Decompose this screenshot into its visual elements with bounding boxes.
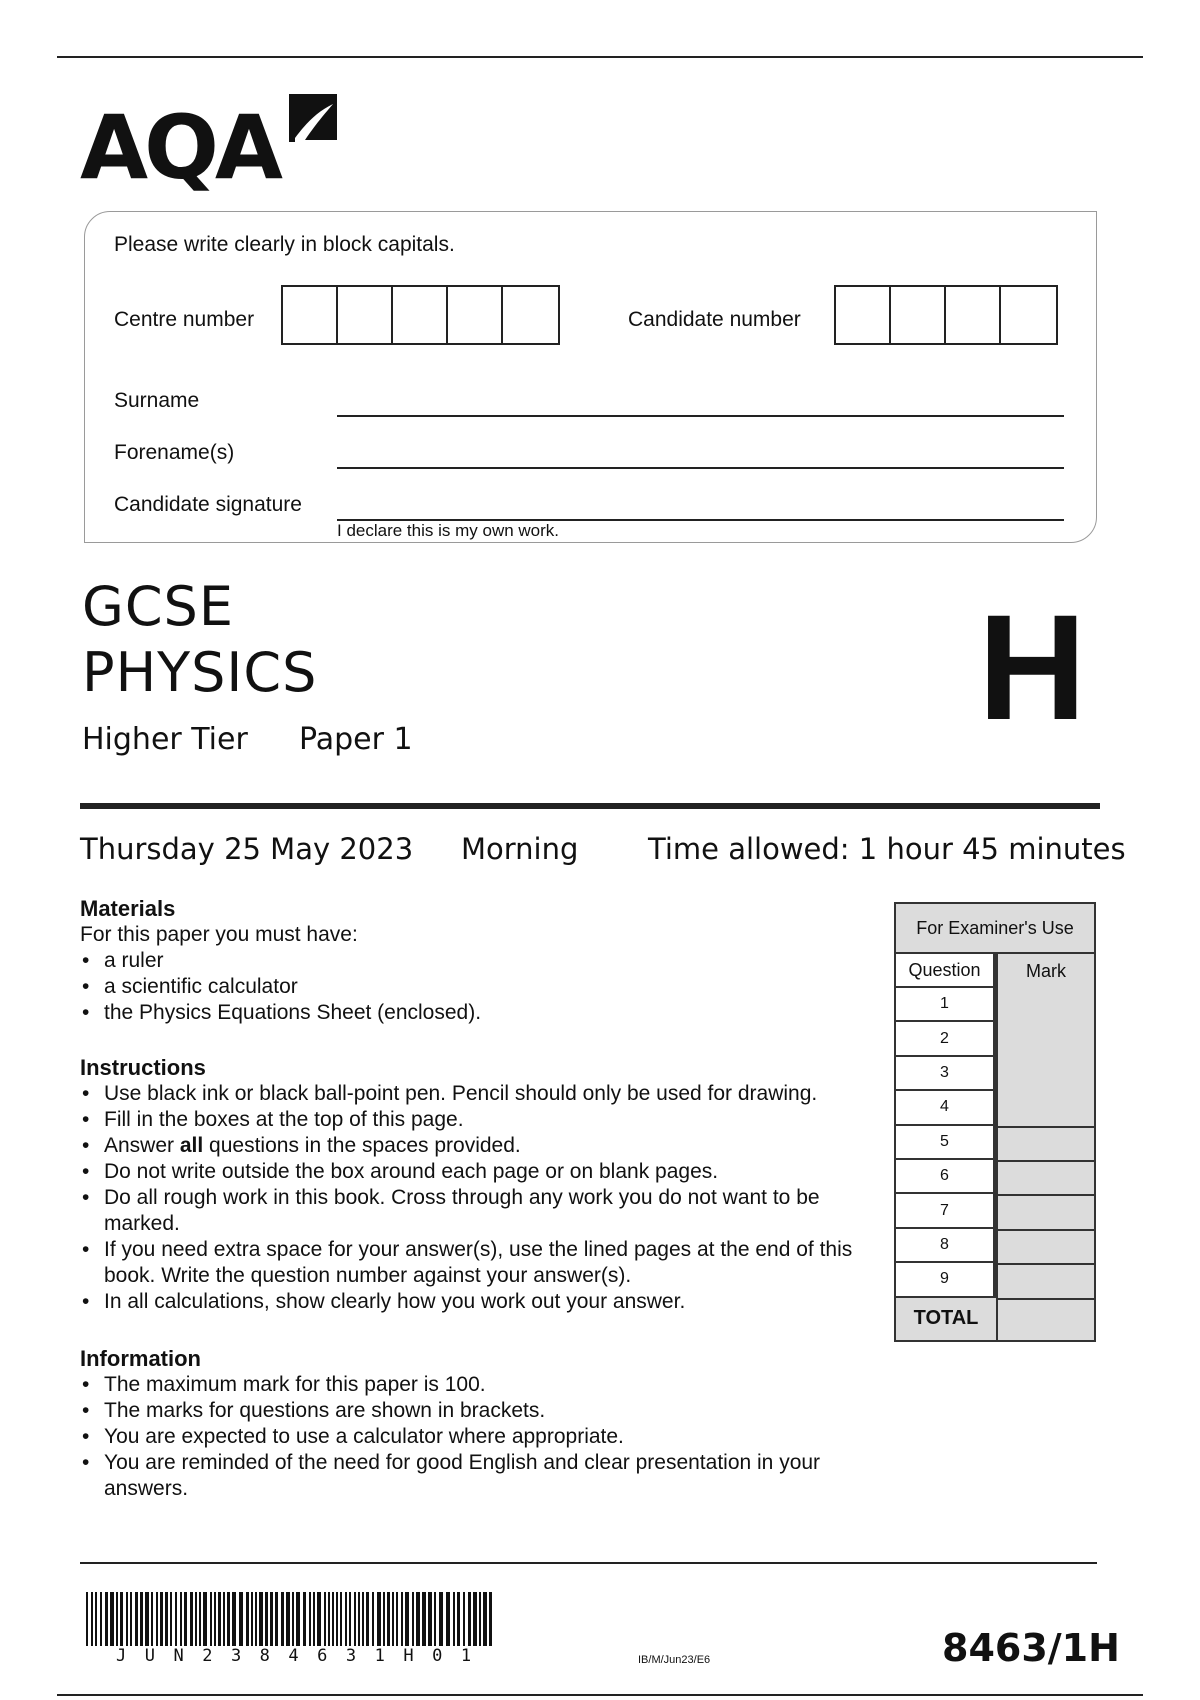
tier-letter: H <box>978 583 1087 751</box>
paper-code: 8463/1H <box>942 1626 1120 1670</box>
centre-digit-box[interactable] <box>393 287 448 343</box>
forenames-line[interactable] <box>337 467 1064 469</box>
materials-intro: For this paper you must have: <box>80 923 358 946</box>
barcode-bar <box>246 1592 249 1646</box>
block-capitals-instruction: Please write clearly in block capitals. <box>114 233 455 256</box>
barcode-bar <box>151 1592 153 1646</box>
list-item: • The maximum mark for this paper is 100. <box>80 1372 880 1398</box>
list-item: • a ruler <box>80 948 880 974</box>
barcode-bar <box>270 1592 273 1646</box>
candidate-number-label: Candidate number <box>628 308 801 331</box>
centre-digit-box[interactable] <box>283 287 338 343</box>
barcode-bar <box>332 1592 334 1646</box>
barcode-bar <box>195 1592 197 1646</box>
barcode-bar <box>91 1592 93 1646</box>
mark-cell <box>998 1263 1094 1297</box>
barcode-bar <box>180 1592 182 1646</box>
question-number-cell: 5 <box>896 1126 996 1160</box>
barcode-bar <box>120 1592 123 1646</box>
barcode-bar <box>422 1592 426 1646</box>
footer-rule <box>80 1562 1097 1564</box>
barcode-bar <box>468 1592 471 1646</box>
barcode-bar <box>453 1592 455 1646</box>
list-item: • Do not write outside the box around each page or on blank pages. <box>80 1159 880 1185</box>
barcode-bar <box>463 1592 465 1646</box>
barcode-bar <box>100 1592 102 1646</box>
barcode-bar <box>140 1592 143 1646</box>
barcode-bar <box>354 1592 356 1646</box>
declaration-text: I declare this is my own work. <box>337 521 560 540</box>
signature-label: Candidate signature <box>114 493 302 516</box>
barcode-bar <box>457 1592 460 1646</box>
barcode <box>86 1592 496 1646</box>
barcode-bar <box>275 1592 278 1646</box>
barcode-bar <box>366 1592 369 1646</box>
barcode-bar <box>372 1592 374 1646</box>
barcode-bar <box>405 1592 409 1646</box>
barcode-bar <box>383 1592 385 1646</box>
barcode-bar <box>416 1592 420 1646</box>
document-reference: IB/M/Jun23/E6 <box>638 1654 711 1666</box>
barcode-bar <box>392 1592 394 1646</box>
total-mark-cell <box>998 1298 1094 1340</box>
barcode-bar <box>328 1592 330 1646</box>
instructions-heading: Instructions <box>80 1055 206 1080</box>
list-item: • You are expected to use a calculator where appropriate. <box>80 1424 880 1450</box>
list-item: • Use black ink or black ball-point pen. Pencil should only be used for drawing. <box>80 1081 880 1107</box>
barcode-bar <box>286 1592 290 1646</box>
list-item: • In all calculations, show clearly how you work out your answer. <box>80 1289 880 1315</box>
barcode-bar <box>239 1592 243 1646</box>
paper-label: Paper 1 <box>299 722 413 757</box>
barcode-bar <box>340 1592 342 1646</box>
question-number-cell: 4 <box>896 1091 996 1125</box>
question-column <box>896 954 996 1340</box>
barcode-bar <box>483 1592 487 1646</box>
barcode-bar <box>190 1592 193 1646</box>
barcode-bar <box>165 1592 168 1646</box>
barcode-bar <box>184 1592 187 1646</box>
barcode-bar <box>255 1592 257 1646</box>
barcode-bar <box>336 1592 338 1646</box>
barcode-bar <box>232 1592 236 1646</box>
list-item: • The marks for questions are shown in brackets. <box>80 1398 880 1424</box>
list-item <box>80 1133 880 1159</box>
qualification-title: GCSE <box>82 575 234 638</box>
barcode-bar <box>296 1592 300 1646</box>
materials-section <box>80 896 880 1026</box>
list-item: • You are reminded of the need for good English and clear presentation in your answers. <box>80 1450 844 1502</box>
barcode-bar <box>434 1592 436 1646</box>
subject-title: PHYSICS <box>82 641 318 704</box>
examiner-use-table <box>894 902 1096 1342</box>
barcode-bar <box>223 1592 225 1646</box>
barcode-bar <box>396 1592 398 1646</box>
barcode-bar <box>377 1592 381 1646</box>
list-item: • Fill in the boxes at the top of this page. <box>80 1107 880 1133</box>
list-item: • the Physics Equations Sheet (enclosed). <box>80 1000 880 1026</box>
exam-date: Thursday 25 May 2023 <box>80 832 414 866</box>
question-number-cell: 7 <box>896 1194 996 1228</box>
barcode-bar <box>86 1592 88 1646</box>
mark-cell <box>998 1194 1094 1228</box>
barcode-bar <box>303 1592 306 1646</box>
barcode-bar <box>292 1592 294 1646</box>
surname-label: Surname <box>114 389 200 412</box>
aqa-logo-text: AQA <box>80 96 280 199</box>
barcode-bar <box>439 1592 443 1646</box>
barcode-bar <box>210 1592 212 1646</box>
answer-all-pre: Answer <box>104 1134 180 1157</box>
information-heading: Information <box>80 1346 201 1371</box>
aqa-leaf-icon <box>283 90 341 150</box>
centre-digit-box[interactable] <box>448 287 503 343</box>
mark-column <box>996 954 1094 1340</box>
question-number-cell: 8 <box>896 1229 996 1263</box>
barcode-bar <box>214 1592 216 1646</box>
answer-all-post: questions in the spaces provided. <box>203 1134 521 1157</box>
mark-cell <box>998 1229 1094 1263</box>
mark-cell <box>998 1160 1094 1194</box>
candidate-number-boxes[interactable] <box>834 285 1058 345</box>
barcode-bar <box>170 1592 172 1646</box>
question-number-cell: 2 <box>896 1022 996 1056</box>
materials-heading: Materials <box>80 896 176 921</box>
question-number-cell: 1 <box>896 988 996 1022</box>
barcode-bar <box>489 1592 492 1646</box>
question-number-cell: 3 <box>896 1057 996 1091</box>
barcode-bar <box>259 1592 263 1646</box>
examiner-table-body <box>896 954 1094 1340</box>
barcode-bar <box>281 1592 284 1646</box>
barcode-bar <box>313 1592 315 1646</box>
candidate-digit-box[interactable] <box>836 287 891 343</box>
mark-cell <box>998 988 1094 1126</box>
aqa-logo <box>80 96 350 199</box>
list-item: • Do all rough work in this book. Cross through any work you do not want to be marked. <box>80 1185 844 1237</box>
barcode-bar <box>446 1592 450 1646</box>
barcode-bar <box>358 1592 360 1646</box>
barcode-bar <box>156 1592 158 1646</box>
barcode-bar <box>251 1592 253 1646</box>
barcode-bar <box>401 1592 403 1646</box>
information-section <box>80 1346 880 1502</box>
materials-list <box>80 948 880 1026</box>
barcode-bar <box>362 1592 364 1646</box>
candidate-digit-box[interactable] <box>946 287 1001 343</box>
instructions-section <box>80 1055 880 1315</box>
barcode-bar <box>110 1592 114 1646</box>
barcode-bar <box>203 1592 207 1646</box>
barcode-bar <box>199 1592 201 1646</box>
barcode-bar <box>265 1592 268 1646</box>
barcode-bar <box>130 1592 132 1646</box>
barcode-bar <box>324 1592 326 1646</box>
barcode-bar <box>145 1592 149 1646</box>
title-rule <box>80 803 1100 809</box>
tier-label: Higher Tier <box>82 722 248 757</box>
instructions-list <box>80 1081 880 1315</box>
barcode-bar <box>105 1592 108 1646</box>
barcode-bar <box>412 1592 414 1646</box>
answer-all-bold: all <box>179 1134 204 1157</box>
candidate-digit-box[interactable] <box>1001 287 1056 343</box>
centre-number-boxes[interactable] <box>281 285 560 345</box>
list-item: • a scientific calculator <box>80 974 880 1000</box>
barcode-bar <box>349 1592 351 1646</box>
barcode-bar <box>160 1592 163 1646</box>
barcode-bar <box>135 1592 138 1646</box>
question-column-header: Question <box>896 954 996 988</box>
barcode-bar <box>479 1592 481 1646</box>
barcode-bar <box>345 1592 347 1646</box>
examiner-table-heading: For Examiner's Use <box>896 904 1094 954</box>
time-allowed: Time allowed: 1 hour 45 minutes <box>648 832 1126 866</box>
centre-digit-box[interactable] <box>503 287 558 343</box>
bottom-rule <box>57 1694 1143 1696</box>
barcode-bar <box>473 1592 477 1646</box>
top-rule <box>57 56 1143 58</box>
surname-line[interactable] <box>337 415 1064 417</box>
candidate-digit-box[interactable] <box>891 287 946 343</box>
barcode-bar <box>387 1592 390 1646</box>
question-number-cell: 6 <box>896 1160 996 1194</box>
barcode-bar <box>116 1592 118 1646</box>
question-number-cell: 9 <box>896 1263 996 1297</box>
barcode-bar <box>227 1592 230 1646</box>
list-item: • If you need extra space for your answer(s), use the lined pages at the end of this book. Write the question number against your answer(s). <box>80 1237 904 1289</box>
centre-number-label: Centre number <box>114 308 255 331</box>
barcode-bar <box>95 1592 97 1646</box>
centre-digit-box[interactable] <box>338 287 393 343</box>
information-list <box>80 1372 880 1502</box>
barcode-text: JUN2384631H01 <box>116 1646 490 1666</box>
exam-session: Morning <box>461 832 579 866</box>
total-label: TOTAL <box>896 1298 996 1340</box>
barcode-bar <box>428 1592 432 1646</box>
barcode-bar <box>175 1592 177 1646</box>
barcode-bar <box>218 1592 221 1646</box>
barcode-bar <box>317 1592 321 1646</box>
barcode-bar <box>309 1592 311 1646</box>
mark-cell <box>998 1126 1094 1160</box>
forenames-label: Forename(s) <box>114 441 235 464</box>
mark-column-header: Mark <box>998 954 1094 988</box>
barcode-bar <box>126 1592 128 1646</box>
